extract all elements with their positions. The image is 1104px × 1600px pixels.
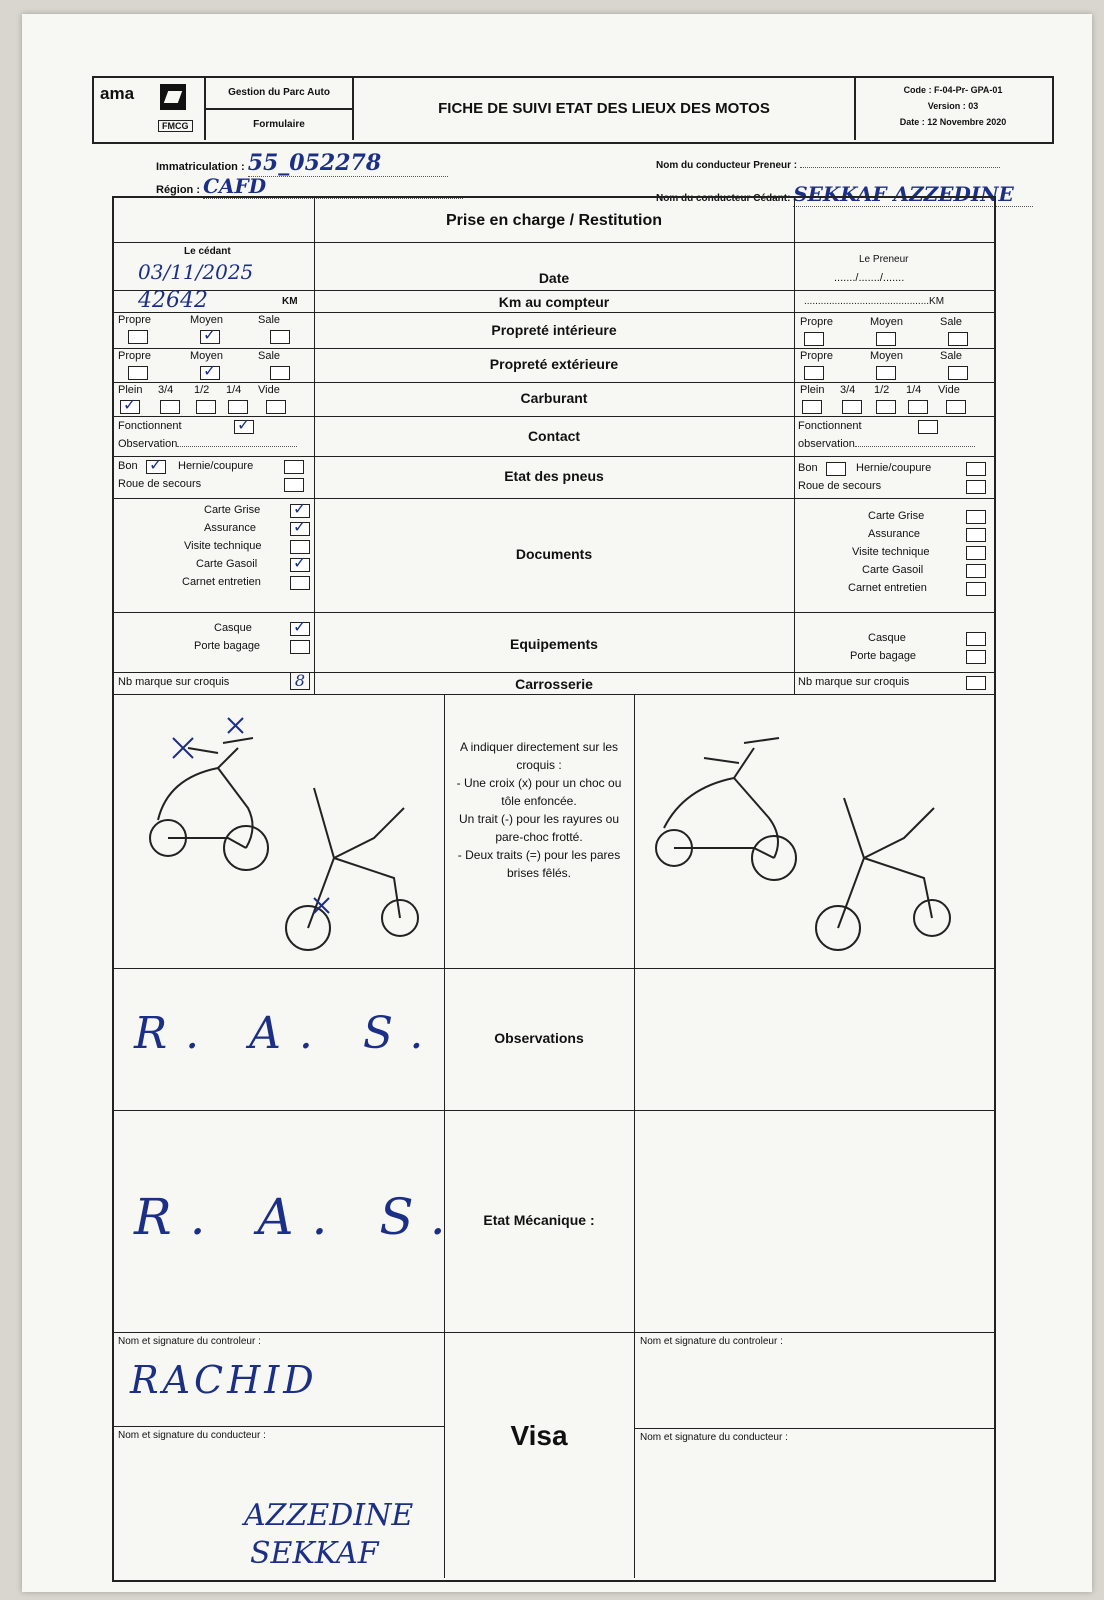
row-date: Date — [538, 270, 570, 286]
cedant-doc-gasoil-checkbox[interactable] — [290, 558, 310, 572]
row-documents: Documents — [515, 546, 593, 562]
preneur-eq-porte-bagage: Porte bagage — [850, 650, 917, 662]
preneur-fuel-14-checkbox[interactable] — [908, 400, 928, 414]
form-version: Version : 03 — [927, 101, 979, 111]
preneur-fuel-vide: Vide — [938, 384, 960, 396]
cedant-fuel-plein-checkbox[interactable] — [120, 400, 140, 414]
preneur-pe-propre: Propre — [800, 350, 834, 362]
logo-text: ama — [100, 84, 135, 103]
preneur-doc-carte-grise: Carte Grise — [868, 510, 925, 522]
cedant-pi-sale-checkbox[interactable] — [270, 330, 290, 344]
cedant-pi-propre: Propre — [118, 314, 152, 326]
scooter-sketch-left-1 — [128, 708, 278, 878]
cedant-observation: Observation — [118, 438, 297, 450]
observations-label: Observations — [494, 1030, 584, 1046]
cedant-fonctionnement: Fonctionnent — [118, 420, 182, 432]
right-controleur-label: Nom et signature du controleur : — [640, 1336, 783, 1347]
cedant-fuel-vide: Vide — [258, 384, 280, 396]
cedant-doc-visite-checkbox[interactable] — [290, 540, 310, 554]
observations-value[interactable]: R. A. S. — [134, 1008, 442, 1059]
cedant-doc-entretien-checkbox[interactable] — [290, 576, 310, 590]
preneur-doc-visite-checkbox[interactable] — [966, 546, 986, 560]
preneur-doc-visite: Visite technique — [852, 546, 930, 558]
preneur-pi-moyen-checkbox[interactable] — [876, 332, 896, 346]
cedant-title: Le cédant — [184, 246, 231, 257]
cedant-km[interactable]: 42642 — [138, 288, 208, 313]
preneur-fonctionnement: Fonctionnent — [798, 420, 862, 432]
preneur-pneu-bon-checkbox[interactable] — [826, 462, 846, 476]
mecanique-label: Etat Mécanique : — [483, 1212, 595, 1228]
region-value[interactable]: CAFD — [203, 174, 463, 199]
preneur-contact-checkbox[interactable] — [918, 420, 938, 434]
immatriculation-label: Immatriculation : — [156, 161, 245, 173]
preneur-pneu-bon: Bon — [798, 462, 818, 474]
scooter-sketch-right-2 — [804, 778, 964, 958]
cedant-nb-marque-value[interactable]: 8 — [290, 672, 310, 690]
cedant-roue-secours: Roue de secours — [118, 478, 202, 490]
preneur-fuel-34: 3/4 — [840, 384, 856, 396]
preneur-doc-assurance-checkbox[interactable] — [966, 528, 986, 542]
sketch-note-4: - Deux traits (=) pour les pares brises fêlés. — [457, 848, 621, 880]
cedant-pi-propre-checkbox[interactable] — [128, 330, 148, 344]
cedant-pe-propre-checkbox[interactable] — [128, 366, 148, 380]
cedant-pi-moyen: Moyen — [190, 314, 224, 326]
cedant-doc-carte-grise: Carte Grise — [204, 504, 261, 516]
cedant-contact-checkbox[interactable] — [234, 420, 254, 434]
cedant-fuel-vide-checkbox[interactable] — [266, 400, 286, 414]
mecanique-value[interactable]: R. A. S. — [134, 1188, 464, 1246]
preneur-fuel-12-checkbox[interactable] — [876, 400, 896, 414]
row-equipements: Equipements — [510, 636, 598, 652]
company-logo — [94, 78, 206, 140]
preneur-pe-moyen-checkbox[interactable] — [876, 366, 896, 380]
region-label: Région : — [156, 184, 200, 196]
cedant-roue-checkbox[interactable] — [284, 478, 304, 492]
preneur-pe-moyen: Moyen — [870, 350, 904, 362]
cedant-eq-porte-bagage-checkbox[interactable] — [290, 640, 310, 654]
cedant-pe-sale-checkbox[interactable] — [270, 366, 290, 380]
cedant-nb-marque: Nb marque sur croquis — [118, 676, 230, 688]
preneur-doc-entretien: Carnet entretien — [848, 582, 927, 594]
preneur-pi-propre-checkbox[interactable] — [804, 332, 824, 346]
cedant-pneu-bon-checkbox[interactable] — [146, 460, 166, 474]
gestion-label: Gestion du Parc Auto — [206, 78, 354, 110]
form-date: Date : 12 Novembre 2020 — [899, 117, 1007, 127]
preneur-pe-sale-checkbox[interactable] — [948, 366, 968, 380]
left-controleur-signature[interactable]: RACHID — [130, 1358, 318, 1402]
cedant-label: Nom du conducteur Cédant: — [656, 193, 791, 204]
sketch-instructions — [450, 738, 628, 882]
cedant-pi-moyen-checkbox[interactable] — [200, 330, 220, 344]
scooter-sketch-left-2 — [274, 768, 434, 958]
cedant-value[interactable]: SEKKAF AZZEDINE — [793, 182, 1033, 207]
cedant-pneu-hernie-checkbox[interactable] — [284, 460, 304, 474]
table-heading: Prise en charge / Restitution — [445, 212, 663, 229]
preneur-value[interactable] — [800, 167, 1000, 168]
preneur-doc-gasoil: Carte Gasoil — [862, 564, 924, 576]
form-sheet — [22, 14, 1092, 1592]
preneur-observation: observation — [798, 438, 975, 450]
preneur-pneu-hernie-checkbox[interactable] — [966, 462, 986, 476]
preneur-doc-entretien-checkbox[interactable] — [966, 582, 986, 596]
row-proprete-ext: Propreté extérieure — [489, 356, 619, 372]
cedant-eq-casque-checkbox[interactable] — [290, 622, 310, 636]
preneur-roue-checkbox[interactable] — [966, 480, 986, 494]
cedant-fuel-12: 1/2 — [194, 384, 210, 396]
preneur-km[interactable]: .............................................KM — [804, 296, 945, 307]
left-conducteur-signature-1[interactable]: AZZEDINE — [244, 1498, 414, 1533]
preneur-pi-moyen: Moyen — [870, 316, 904, 328]
form-header — [92, 76, 1054, 144]
preneur-pneu-hernie: Hernie/coupure — [856, 462, 932, 474]
cedant-fuel-plein: Plein — [118, 384, 143, 396]
preneur-doc-carte-grise-checkbox[interactable] — [966, 510, 986, 524]
cedant-doc-visite: Visite technique — [184, 540, 262, 552]
cedant-date[interactable]: 03/11/2025 — [138, 260, 254, 284]
right-conducteur-label: Nom et signature du conducteur : — [640, 1432, 788, 1443]
preneur-fuel-34-checkbox[interactable] — [842, 400, 862, 414]
preneur-pi-propre: Propre — [800, 316, 834, 328]
preneur-pe-propre-checkbox[interactable] — [804, 366, 824, 380]
cedant-km-unit: KM — [282, 296, 298, 307]
row-carburant: Carburant — [520, 390, 588, 406]
formulaire-label: Formulaire — [206, 110, 354, 140]
preneur-pe-sale: Sale — [940, 350, 963, 362]
cedant-doc-gasoil: Carte Gasoil — [196, 558, 258, 570]
cedant-pneu-bon: Bon — [118, 460, 138, 472]
preneur-date[interactable]: ......./......./....... — [834, 272, 905, 284]
cedant-pe-moyen: Moyen — [190, 350, 224, 362]
cedant-doc-carte-grise-checkbox[interactable] — [290, 504, 310, 518]
preneur-label: Nom du conducteur Preneur : — [656, 160, 798, 171]
preneur-fuel-vide-checkbox[interactable] — [946, 400, 966, 414]
cedant-doc-assurance-checkbox[interactable] — [290, 522, 310, 536]
cedant-fuel-34-checkbox[interactable] — [160, 400, 180, 414]
scooter-sketch-right-1 — [644, 718, 804, 888]
preneur-eq-porte-bagage-checkbox[interactable] — [966, 650, 986, 664]
immatriculation-value[interactable]: 55_052278 — [248, 150, 448, 177]
sketch-note-1: A indiquer directement sur les croquis : — [459, 740, 619, 772]
preneur-doc-assurance: Assurance — [868, 528, 920, 540]
row-pneus: Etat des pneus — [504, 468, 604, 484]
cedant-eq-porte-bagage: Porte bagage — [194, 640, 261, 652]
left-conducteur-signature-2[interactable]: SEKKAF — [250, 1536, 379, 1571]
form-meta — [856, 82, 1050, 130]
cedant-pneu-hernie: Hernie/coupure — [178, 460, 254, 472]
form-code: Code : F-04-Pr- GPA-01 — [903, 85, 1003, 95]
preneur-fuel-plein: Plein — [800, 384, 825, 396]
left-conducteur-label: Nom et signature du conducteur : — [118, 1430, 266, 1441]
immatriculation-field — [156, 150, 448, 177]
etat-des-lieux-table — [112, 196, 996, 1582]
cedant-pe-propre: Propre — [118, 350, 152, 362]
preneur-eq-casque: Casque — [868, 632, 906, 644]
row-proprete-int: Propreté intérieure — [491, 322, 617, 338]
sketch-note-2: - Une croix (x) pour un choc ou tôle enfoncée. — [456, 776, 622, 808]
row-carrosserie: Carrosserie — [515, 676, 593, 692]
cedant-fuel-12-checkbox[interactable] — [196, 400, 216, 414]
left-controleur-label: Nom et signature du controleur : — [118, 1336, 261, 1347]
preneur-eq-casque-checkbox[interactable] — [966, 632, 986, 646]
cedant-doc-assurance: Assurance — [204, 522, 256, 534]
preneur-pi-sale-checkbox[interactable] — [948, 332, 968, 346]
logo-mark-icon — [160, 84, 186, 110]
preneur-roue-secours: Roue de secours — [798, 480, 882, 492]
cedant-fuel-34: 3/4 — [158, 384, 174, 396]
cedant-eq-casque: Casque — [214, 622, 252, 634]
preneur-nb-marque: Nb marque sur croquis — [798, 676, 910, 688]
cedant-pe-sale: Sale — [258, 350, 281, 362]
form-title: FICHE DE SUIVI ETAT DES LIEUX DES MOTOS — [354, 78, 856, 140]
cedant-fuel-14: 1/4 — [226, 384, 242, 396]
cedant-pe-moyen-checkbox[interactable] — [200, 366, 220, 380]
logo-brand: FMCG — [158, 120, 193, 132]
preneur-fuel-12: 1/2 — [874, 384, 890, 396]
preneur-fuel-14: 1/4 — [906, 384, 922, 396]
preneur-title: Le Preneur — [859, 254, 909, 265]
preneur-field — [656, 160, 1000, 171]
preneur-doc-gasoil-checkbox[interactable] — [966, 564, 986, 578]
sketch-note-3: Un trait (-) pour les rayures ou pare-choc frotté. — [458, 812, 620, 844]
cedant-doc-entretien: Carnet entretien — [182, 576, 261, 588]
preneur-nb-marque-checkbox[interactable] — [966, 676, 986, 690]
row-km: Km au compteur — [498, 294, 610, 310]
preneur-pi-sale: Sale — [940, 316, 963, 328]
visa-label: Visa — [510, 1420, 568, 1451]
row-contact: Contact — [527, 428, 581, 444]
cedant-pi-sale: Sale — [258, 314, 281, 326]
cedant-fuel-14-checkbox[interactable] — [228, 400, 248, 414]
preneur-fuel-plein-checkbox[interactable] — [802, 400, 822, 414]
